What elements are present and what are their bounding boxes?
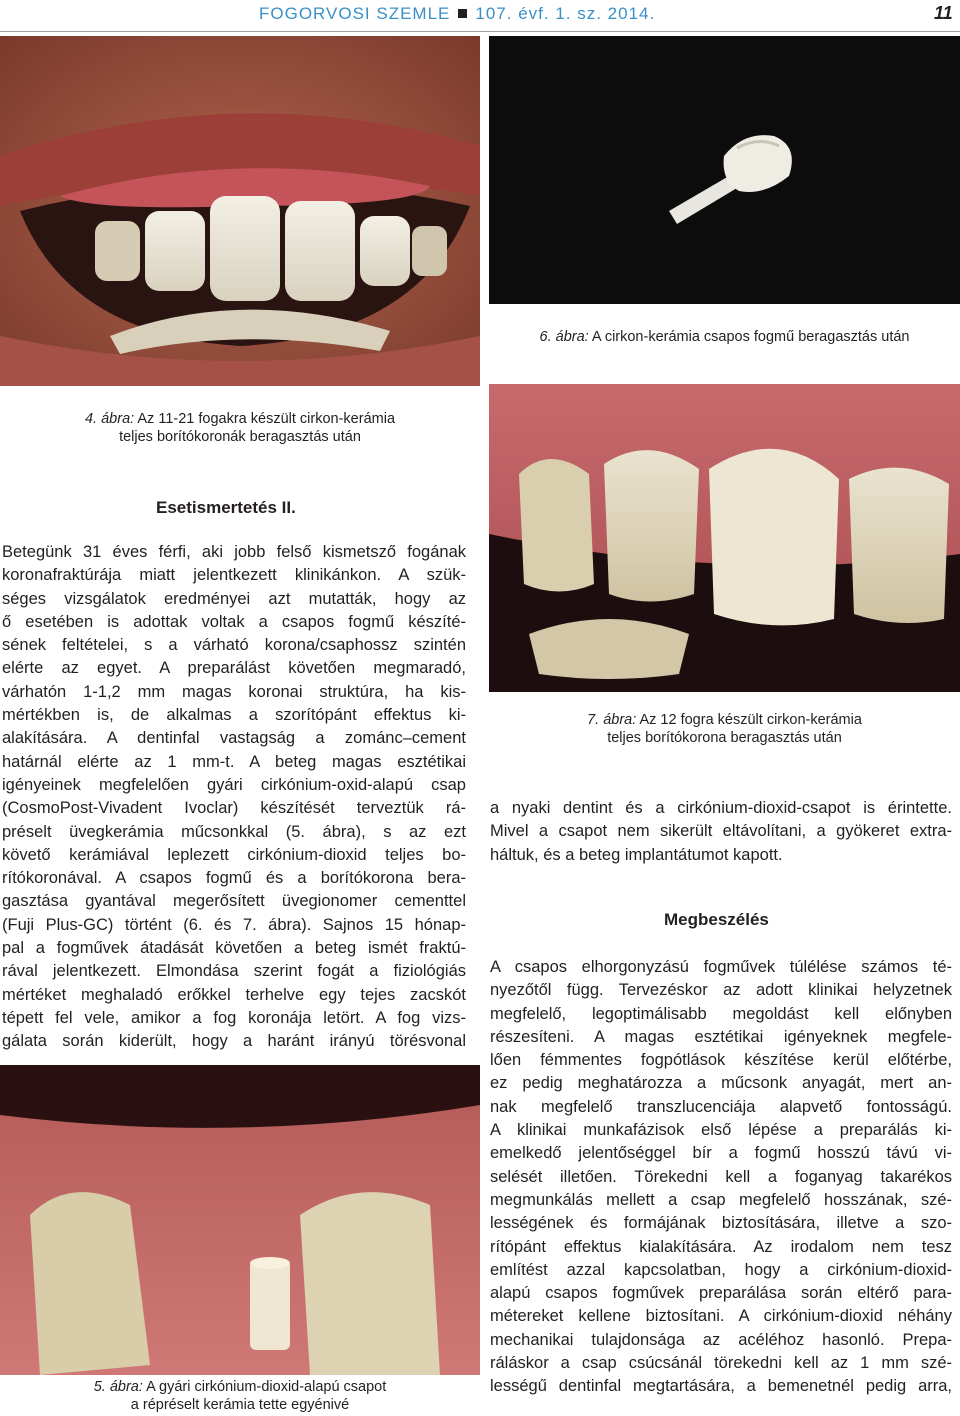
text-line: ráláskor a csap csúcsánál törekedni kell az 1 mm szé- xyxy=(490,1354,952,1373)
text-line: sének feltételei, s a várható korona/csaphossz szintén xyxy=(2,636,466,655)
text-line: nyezőtől függ. Tervezéskor az adott klinikai helyzetnek xyxy=(490,981,952,1000)
right-column-intro xyxy=(490,797,952,867)
figure-6-label: 6. ábra: xyxy=(539,329,589,345)
text-line: a nyaki dentint és a cirkónium-dioxid-csapot is érintette. xyxy=(490,799,952,817)
text-line: emelkedő jelentőséggel bír a fogmű hosszú távú vi- xyxy=(490,1144,952,1163)
figure-5-text-line2: a répréselt kerámia tette egyénivé xyxy=(130,1397,350,1413)
text-line: alapú csapos fogművek preparálása során eltérő para- xyxy=(490,1284,952,1303)
figure-4-photo xyxy=(0,36,480,386)
page-number: 11 xyxy=(934,3,953,23)
text-line: említést azzal kapcsolatban, hogy a cirkónium-dioxid- xyxy=(490,1260,952,1279)
text-line: A klinikai munkafázisok első lépése a preparálás ki- xyxy=(490,1121,952,1140)
text-line: rítókoronával. A csapos fogmű és a borítókorona bera- xyxy=(2,869,466,888)
text-line: lően fémmentes fogpótlások készítése kerül előtérbe, xyxy=(490,1051,952,1070)
running-header xyxy=(0,0,960,34)
left-column-body xyxy=(2,541,466,1054)
text-line: elérte az egyet. A preparálást követően megmaradó, xyxy=(2,659,466,678)
figure-5-caption xyxy=(0,1378,480,1414)
text-line: lességű dentinfal megtartására, a bemenetnél pedig arra, xyxy=(490,1377,952,1396)
figure-4-caption xyxy=(0,410,480,446)
text-line: koronafraktúrája miatt jelentkezett klinikánkon. A szük- xyxy=(2,566,466,585)
text-line: séges vizsgálatok eredményei azt mutatták, hogy az xyxy=(2,589,466,608)
header-separator-square xyxy=(458,9,467,18)
text-line: A csapos elhorgonyzású fogművek túlélése számos té- xyxy=(490,958,952,976)
figure-5-photo xyxy=(0,1065,480,1375)
text-line: métereket kellene biztosítani. A cirkónium-dioxid néhány xyxy=(490,1307,952,1326)
journal-name: FOGORVOSI SZEMLE xyxy=(259,4,451,23)
figure-7-label: 7. ábra: xyxy=(587,712,637,728)
text-line: pal a fogművek átadását követően a beteg ismét fraktú- xyxy=(2,939,466,958)
text-line: (Fuji Plus-GC) történt (6. és 7. ábra). Sajnos 15 hónap- xyxy=(2,915,466,934)
text-line: rítópánt effektus kialakítására. Az irodalom nem tesz xyxy=(490,1237,952,1256)
text-line: tépett fel vele, amikor a fog koronája letört. A fog vizs- xyxy=(2,1008,466,1027)
case-report-heading: Esetismertetés II. xyxy=(156,498,296,517)
text-line: követő kerámiával leplezett cirkónium-dioxid teljes bo- xyxy=(2,845,466,864)
text-line: ő esetében is adottak voltak a csapos fogmű készíté- xyxy=(2,612,466,631)
figure-5-text-line1: A gyári cirkónium-dioxid-alapú csapot xyxy=(146,1379,387,1395)
text-line: gasztása gyantával megerősített üvegionomer cementtel xyxy=(2,892,466,911)
text-line: határnál elérte az 1 mm-t. A beteg magas esztétikai xyxy=(2,752,466,771)
figure-7-caption xyxy=(489,711,960,747)
header-rule xyxy=(0,31,960,32)
issue-info: 107. évf. 1. sz. 2014. xyxy=(475,4,656,23)
text-line: háltuk, és a beteg implantátumot kapott. xyxy=(490,845,783,864)
figure-6-photo xyxy=(489,36,960,304)
text-line: préselt üvegkerámia műcsonkkal (5. ábra), s az ezt xyxy=(2,822,466,841)
text-line: (CosmoPost-Vivadent Ivoclar) készítését terveztük rá- xyxy=(2,799,466,818)
text-line: Betegünk 31 éves férfi, aki jobb felső kismetsző fogának xyxy=(2,543,466,561)
text-line: alakítására. A dentinfal vastagság a zománc–cement xyxy=(2,729,466,748)
figure-5-label: 5. ábra: xyxy=(93,1379,143,1395)
figure-6-caption xyxy=(489,328,960,346)
text-line: igényeinek megfelelően gyári cirkónium-oxid-alapú csap xyxy=(2,775,466,794)
abutment xyxy=(250,1257,290,1350)
right-column-body xyxy=(490,956,952,1399)
figure-7-photo xyxy=(489,384,960,692)
text-line: részesíteni. A magas esztétikai igényeknek megfele- xyxy=(490,1027,952,1046)
discussion-heading: Megbeszélés xyxy=(664,910,769,929)
text-line: rával jelentkezett. Elmondása szerint fogát a fiziológiás xyxy=(2,962,466,981)
text-line: mértékben is, de alkalmas a szorítópánt effektus ki- xyxy=(2,706,466,725)
figure-7-text-line1: Az 12 fogra készült cirkon-kerámia xyxy=(639,712,862,728)
figure-7-text-line2: teljes borítókorona beragasztás után xyxy=(607,730,842,746)
text-line: várhatón 1-1,2 mm magas koronai struktúra, ha kis- xyxy=(2,682,466,701)
text-line: megmunkálás mellett a csap megfelelő hosszának, szé- xyxy=(490,1190,952,1209)
text-line: mechanikai tulajdonsága az acéléhoz hasonló. Prepa- xyxy=(490,1330,952,1349)
figure-4-text-line1: Az 11-21 fogakra készült cirkon-kerámia xyxy=(137,411,396,427)
text-line: selését illetően. Törekedni kell a foganyag takarékos xyxy=(490,1167,952,1186)
text-line: ez pedig meghatározza a műcsonk anyagát, mert an- xyxy=(490,1074,952,1093)
text-line: mértéket meghaladó erőkkel terhelve egy tejes zacskót xyxy=(2,985,466,1004)
text-line: Mivel a csapot nem sikerült eltávolítani, a gyökeret extra- xyxy=(490,822,952,841)
text-line: lességének és formájának biztosítására, illetve a szo- xyxy=(490,1214,952,1233)
figure-4-label: 4. ábra: xyxy=(84,411,135,427)
figure-4-text-line2: teljes borítókoronák beragasztás után xyxy=(119,429,361,445)
text-line: gálata során kiderült, hogy a haránt irányú törésvonal xyxy=(2,1032,466,1051)
text-line: nak megfelelő transzlucenciája alapvető fontosságú. xyxy=(490,1097,952,1116)
figure-6-text: A cirkon-kerámia csapos fogmű beragasztás után xyxy=(591,329,910,345)
journal-title xyxy=(259,4,655,24)
text-line: megfelelő, legoptimálisabb megoldást kell előnyben xyxy=(490,1004,952,1023)
